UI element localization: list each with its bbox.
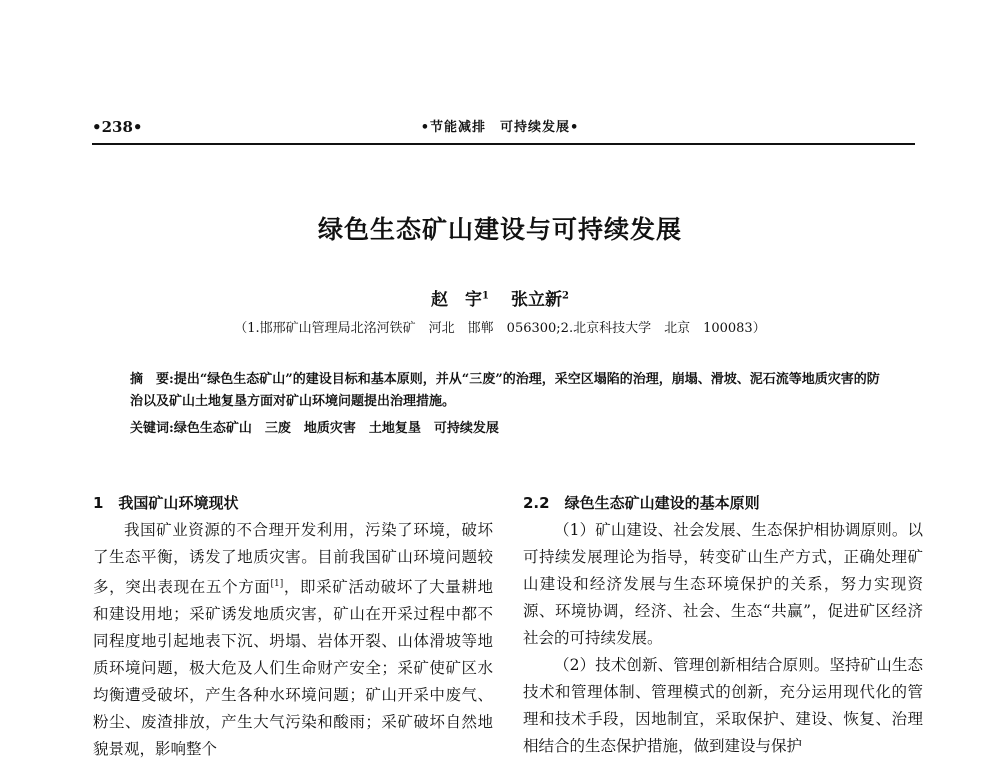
body-paragraph: （2）技术创新、管理创新相结合原则。坚持矿山生态技术和管理体制、管理模式的创新，充分运用现代化的管理和技术手段，因地制宜，采取保护、建设、恢复、治理相结合的生态保护措施，做到建设与保护 <box>523 656 923 755</box>
author-name: 张立新 <box>511 290 562 310</box>
author-line <box>0 285 1000 310</box>
left-column <box>93 490 493 763</box>
author-affil-mark: 1 <box>482 290 489 302</box>
keywords-text: 绿色生态矿山 三废 地质灾害 土地复垦 可持续发展 <box>173 421 499 436</box>
right-column <box>523 490 923 760</box>
body-paragraph: （1）矿山建设、社会发展、生态保护相协调原则。以可持续发展理论为指导，转变矿山生产方式，正确处理矿山建设和经济发展与生态环境保护的关系，努力实现资源、环境协调，经济、社会、生态“共赢”，促进矿区经济社会的可持续发展。 <box>523 521 923 647</box>
affiliations: （1.邯邢矿山管理局北洺河铁矿 河北 邯郸 056300;2.北京科技大学 北京 100083） <box>234 321 766 336</box>
abstract <box>130 369 890 413</box>
page-number: •238• <box>92 118 143 136</box>
author-name: 赵 宇 <box>431 290 483 310</box>
article-title: 绿色生态矿山建设与可持续发展 <box>317 215 682 244</box>
body-paragraph <box>93 517 493 763</box>
section-heading: 2.2 绿色生态矿山建设的基本原则 <box>523 494 760 512</box>
paragraph-text: 我国矿业资源的不合理开发利用，污染了环境，破坏了生态平衡，诱发了地质灾害。目前我国矿山环境问题较多，突出表现在五个方面 <box>93 521 493 597</box>
running-title: •节能减排 可持续发展• <box>420 120 580 135</box>
author-affil-mark: 2 <box>562 290 569 302</box>
paragraph-text: ，即采矿活动破坏了大量耕地和建设用地；采矿诱发地质灾害，矿山在开采过程中都不同程度地引起地表下沉、坍塌、岩体开裂、山体滑坡等地质环境问题，极大危及人们生命财产安全；采矿使矿区水均衡遭受破坏，产生各种水环境问题；矿山开采中废气、粉尘、废渣排放，产生大气污染和酸雨；采矿破坏自然地貌景观，影响整个 <box>93 578 493 759</box>
abstract-text: 提出“绿色生态矿山”的建设目标和基本原则，并从“三废”的治理，采空区塌陷的治理，崩塌、滑坡、泥石流等地质灾害的防治以及矿山土地复垦方面对矿山环境问题提出治理措施。 <box>130 372 880 409</box>
keywords-label: 关键词: <box>130 421 174 436</box>
keywords <box>130 418 890 440</box>
abstract-label: 摘 要: <box>130 372 174 387</box>
section-heading: 1 我国矿山环境现状 <box>93 494 239 512</box>
citation-ref: [1] <box>270 579 284 589</box>
header-rule <box>92 143 915 145</box>
